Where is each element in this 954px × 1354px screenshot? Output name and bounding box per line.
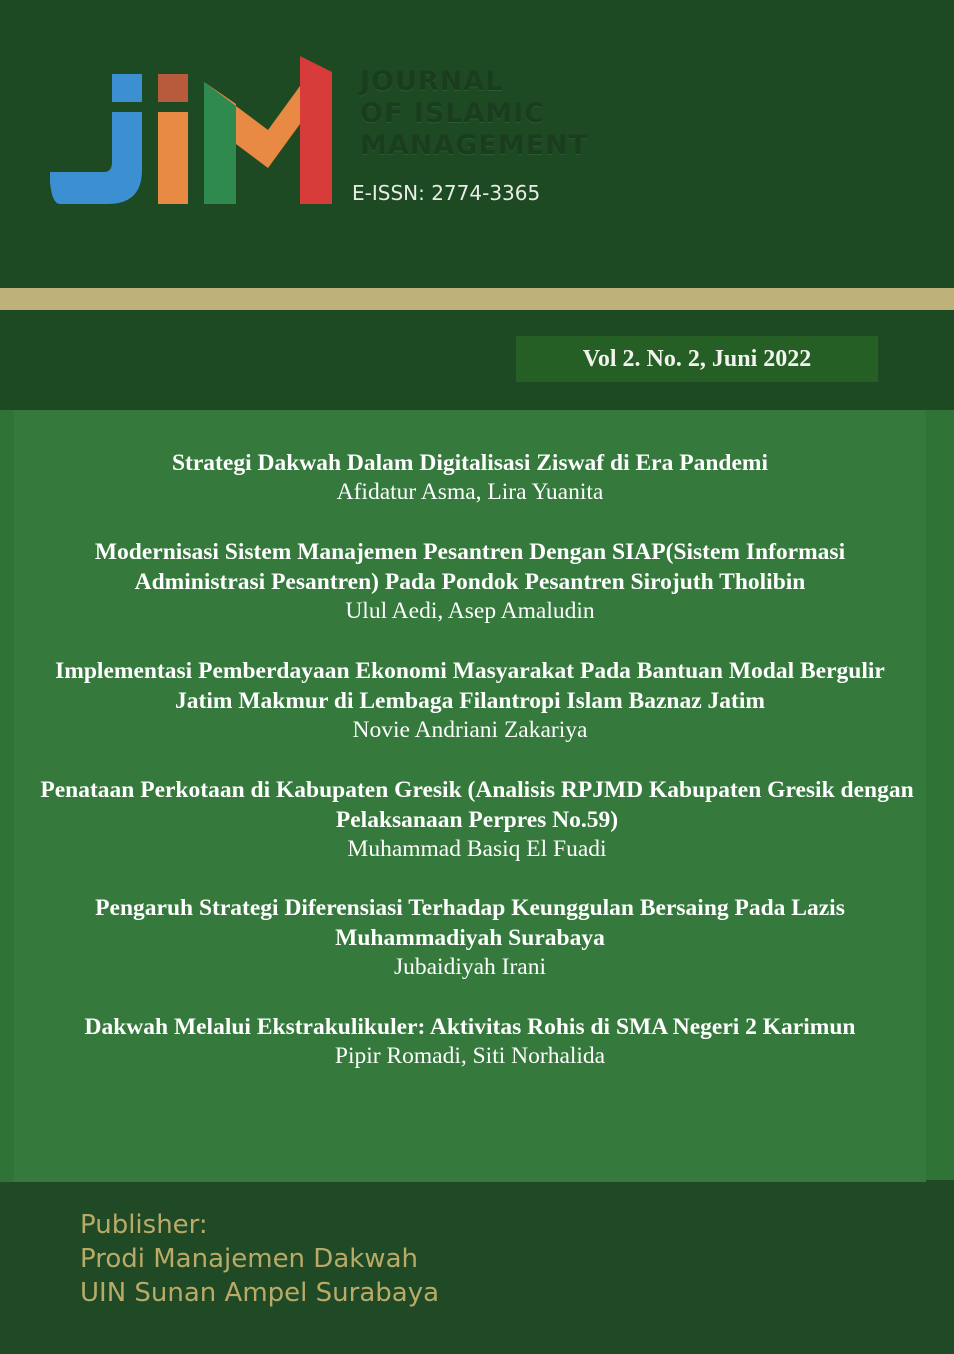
article-6: [14, 1012, 926, 1070]
article-2: [14, 537, 926, 625]
issn-label: E-ISSN: 2774-3365: [352, 181, 541, 205]
article-authors: Muhammad Basiq El Fuadi: [347, 836, 607, 862]
jim-logo: [46, 52, 336, 212]
journal-name-line-3: MANAGEMENT: [360, 130, 589, 161]
article-authors: Jubaidiyah Irani: [393, 954, 547, 980]
article-authors: Pipir Romadi, Siti Norhalida: [334, 1043, 606, 1069]
article-authors: Novie Andriani Zakariya: [352, 717, 588, 743]
journal-name-line-1: JOURNAL: [360, 66, 504, 97]
logo-j-shape: [50, 112, 142, 204]
logo-m-left: [204, 82, 236, 204]
article-4: [0, 775, 954, 863]
journal-name-line-2: OF ISLAMIC: [360, 98, 546, 129]
gold-divider: [0, 288, 954, 310]
article-title: Penataan Perkotaan di Kabupaten Gresik (Analisis RPJMD Kabupaten Gresik dengan Pelaksanaan Perpres No.59): [40, 777, 914, 833]
logo-m-right: [300, 56, 332, 204]
article-title: Modernisasi Sistem Manajemen Pesantren Dengan SIAP(Sistem Informasi Administrasi Pesantren) Pada Pondok Pesantren Sirojuth Tholibin: [94, 539, 846, 595]
publisher-line-1: Prodi Manajemen Dakwah: [80, 1244, 418, 1274]
article-3: [14, 656, 926, 744]
journal-name: [360, 66, 588, 162]
publisher-line-2: UIN Sunan Ampel Surabaya: [80, 1278, 440, 1308]
article-title: Pengaruh Strategi Diferensiasi Terhadap Keunggulan Bersaing Pada Lazis Muhammadiyah Surabaya: [95, 895, 845, 951]
article-1: [14, 448, 926, 506]
logo-j-top-square: [112, 74, 142, 102]
article-title: Strategi Dakwah Dalam Digitalisasi Ziswaf di Era Pandemi: [171, 450, 768, 476]
logo-i-dot: [158, 74, 188, 102]
article-authors: Ulul Aedi, Asep Amaludin: [345, 598, 595, 624]
article-authors: Afidatur Asma, Lira Yuanita: [336, 479, 604, 505]
logo-i-stem: [158, 112, 188, 204]
volume-badge: Vol 2. No. 2, Juni 2022: [516, 336, 878, 382]
article-title: Implementasi Pemberdayaan Ekonomi Masyarakat Pada Bantuan Modal Bergulir Jatim Makmur di Lembaga Filantropi Islam Baznaz Jatim: [55, 658, 885, 714]
publisher-block: [80, 1208, 439, 1310]
publisher-label: Publisher:: [80, 1210, 208, 1240]
article-5: [14, 893, 926, 981]
article-title: Dakwah Melalui Ekstrakulikuler: Aktivitas Rohis di SMA Negeri 2 Karimun: [84, 1014, 856, 1040]
